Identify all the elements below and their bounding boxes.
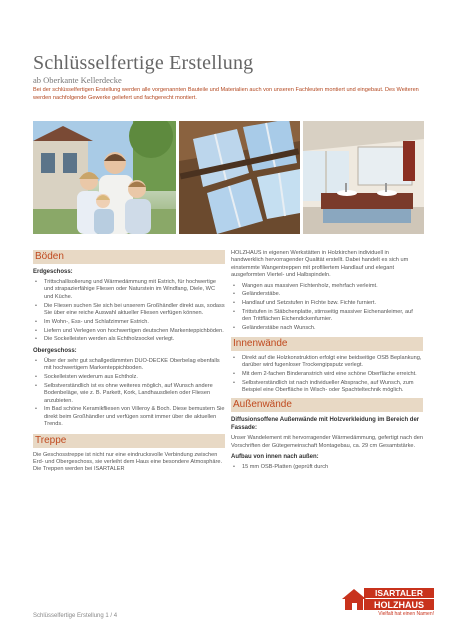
obergeschoss-label: Obergeschoss:	[33, 347, 77, 354]
photo-strip	[33, 121, 424, 234]
section-title-aussenwaende: Außenwände	[233, 399, 292, 411]
section-header-boeden	[33, 250, 225, 264]
page-subtitle: ab Oberkante Kellerdecke	[33, 75, 122, 85]
list-item: • Im Wohn-, Ess- und Schlafzimmer Estrich.	[33, 319, 225, 326]
list-item: • Geländerstäbe.	[231, 291, 423, 298]
bathroom-photo	[303, 121, 424, 234]
aufbau-list	[231, 464, 423, 471]
list-item: • Trittschallisolierung und Wärmedämmung mit Estrich, für hochwertige und strapazierfähige Fliesen oder Naturstein im Windfang, Diele, WC und Küche.	[33, 279, 225, 301]
list-item: • Trittstufen in Stäbchenplatte, stirnseitig massiver Eichenanleimer, auf den Trittflächen Eichendickenfurnier.	[231, 309, 423, 324]
skylight-photo-image	[179, 121, 300, 234]
page-title: Schlüsselfertige Erstellung	[33, 52, 254, 74]
treppe-list	[231, 283, 423, 333]
aussenwaende-subheading: Diffusionsoffene Außenwände mit Holzverkleidung im Bereich der Fassade:	[231, 417, 420, 432]
aussenwaende-text: Unser Wandelement mit hervorragender Wärmedämmung, gefertigt nach den Vorschriften der Gütegemeinschaft Montagebau, ca. 29 cm Gesamtstärke.	[231, 435, 423, 449]
left-column	[33, 250, 225, 477]
list-item: • Über der sehr gut schallgedämmten DUO-DECKE Oberbelag ebenfalls mit hochwertigem Markenteppichboden.	[33, 358, 225, 373]
section-header-treppe	[33, 434, 225, 448]
section-title-boeden: Böden	[35, 251, 64, 262]
list-item: • Selbstverständlich ist es ohne weiteres möglich, auf Wunsch andere Bodenbeläge, wie z. B. Parkett, Kork, Landhausdielen oder Fliesen anzubieten.	[33, 383, 225, 405]
right-column	[231, 250, 423, 475]
family-photo-image	[33, 121, 176, 234]
list-item: • Sockelleisten wiederum aus Echtholz.	[33, 374, 225, 381]
list-item: • Direkt auf die Holzkonstruktion erfolgt eine beidseitige OSB Beplankung, darüber wird fugenloser Trockengipsputz verlegt.	[231, 355, 423, 370]
aufbau-label: Aufbau von innen nach außen:	[231, 454, 319, 461]
list-item: • Im Bad schöne Keramikfliesen von Villeroy & Boch. Diese bemustern Sie direkt beim Großhändler und verfügen somit immer über die aktuellen Trends.	[33, 406, 225, 428]
list-item: • Selbstverständlich ist nach individueller Absprache, auf Wunsch, zum Beispiel eine Oberfläche in Wisch- oder Spachteltechnik möglich.	[231, 380, 423, 395]
isartaler-holzhaus-logo	[340, 585, 434, 619]
family-photo	[33, 121, 176, 234]
obergeschoss-list	[33, 358, 225, 429]
treppe-continued-text: HOLZHAUS in eigenen Werkstätten in Holzkirchen individuell in handwerklich hervorragender Qualität erstellt. Dabei handelt es sich um einstemmte Wangentreppen mit profiliertem Handlauf und elegant ausgeformten Viertel- und Halbspindeln.	[231, 250, 409, 279]
erdgeschoss-label: Erdgeschoss:	[33, 269, 73, 275]
house-logo-icon	[340, 585, 434, 611]
logo-slogan: Vielfalt hat einen Namen!	[378, 611, 434, 617]
list-item: • Mit dem 2-fachen Binderanstrich wird eine schöne Oberfläche erreicht.	[231, 371, 423, 378]
innenwaende-list	[231, 355, 423, 395]
section-header-aussenwaende	[231, 398, 423, 412]
section-header-innenwaende	[231, 337, 423, 351]
list-item: • 15 mm OSB-Platten (geprüft durch	[231, 464, 423, 471]
treppe-text: Die Geschosstreppe ist nicht nur eine eindrucksvolle Verbindung zwischen Erd- und Obergeschoss, sie verleiht dem Haus eine besondere Atmosphäre. Die Treppen werden bei ISARTALER	[33, 451, 223, 473]
list-item: • Liefern und Verlegen von hochwertigen deutschen Markenteppichböden.	[33, 328, 225, 335]
section-title-treppe: Treppe	[35, 434, 67, 446]
logo-line2: HOLZHAUS	[374, 600, 424, 610]
erdgeschoss-list	[33, 279, 225, 344]
page-footer: Schlüsselfertige Erstellung 1 / 4	[33, 613, 118, 619]
intro-text: Bei der schlüsselfertigen Erstellung werden alle vorgenannten Bauteile und Materialien auch von unseren Fachleuten montiert und eingebaut. Des Weiteren werden nachfolgende Gewerke geliefert und fachgerecht montiert.	[33, 87, 419, 101]
logo-line1: ISARTALER	[374, 588, 424, 598]
list-item: • Wangen aus massiven Fichtenholz, mehrfach verleimt.	[231, 283, 423, 290]
list-item: • Die Sockelleisten werden als Echtholzsockel verlegt.	[33, 336, 225, 343]
list-item: • Geländerstäbe nach Wunsch.	[231, 325, 423, 332]
bathroom-photo-image	[303, 121, 424, 234]
list-item: • Handlauf und Setzstufen in Fichte bzw. Fichte furniert.	[231, 300, 423, 307]
skylight-photo	[179, 121, 300, 234]
section-title-innenwaende: Innenwände	[233, 337, 288, 349]
list-item: • Die Fliesen suchen Sie sich bei unserem Großhändler direkt aus, sodass Sie über eine reiche Auswahl aktueller Fliesen verfügen können.	[33, 303, 225, 318]
